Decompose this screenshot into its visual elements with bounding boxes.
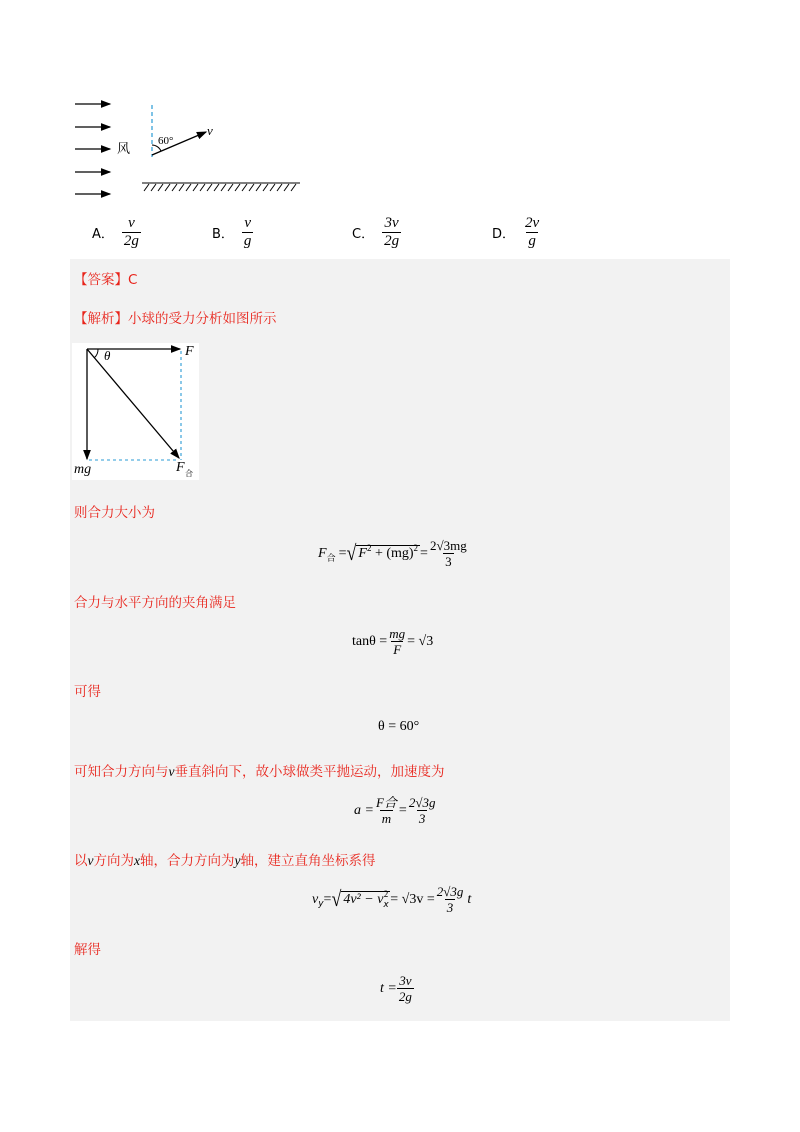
equation-tan: tanθ = $\frac{mg}{F}$ = √3 [352,626,434,657]
analysis-text: 小球的受力分析如图所示 [128,311,277,327]
wind-arrows [75,104,110,194]
option-a[interactable] [92,212,141,252]
text-acceleration: 可知合力方向与v垂直斜向下，故小球做类平抛运动，加速度为 [74,764,445,780]
text-solve: 解得 [74,942,101,958]
option-b[interactable] [212,212,253,252]
equation-t: t = $\frac{3v}{2g}$ [380,973,412,1004]
option-c[interactable] [352,212,401,252]
resultant-force-arrow [87,349,179,458]
f-label: F [185,344,194,359]
f-resultant-sub: 合 [185,469,193,478]
option-fraction: $\frac{v}{g}$ [243,214,252,249]
force-diagram [72,343,199,480]
mg-label: mg [74,462,92,477]
analysis-line [74,307,277,327]
f-resultant-label: F [176,460,185,475]
text-resultant-magnitude: 则合力大小为 [74,505,155,521]
wind-label: 风 [117,142,131,157]
option-d[interactable] [492,212,541,252]
answer-label: 【答案】C [74,272,138,288]
analysis-label: 【解析】 [74,311,128,327]
option-fraction: $\frac{v}{2g}$ [123,214,139,249]
equation-theta: θ = 60° [378,719,420,734]
option-fraction: $\frac{2v}{g}$ [525,214,540,249]
option-letter: C． [352,226,375,242]
theta-label: θ [104,348,111,363]
equation-acceleration: a = $\frac{\text{F合}}{m}$ = $\frac{2√3g}{3}$ [354,795,436,826]
equation-vy: v y = √ $4v^2 - v_x^2$ = √3v = $\frac{2√3g}{3}$ t [312,884,472,915]
equation-resultant: F 合 = √ $F^2 + (mg)^2$ = $\frac{2√3mg}{3}$ [318,538,467,569]
angle-label: 60° [158,135,174,147]
option-letter: A． [92,226,114,242]
wind-velocity-figure [70,95,310,200]
text-coordinate: 以v方向为x轴，合力方向为y轴，建立直角坐标系得 [74,853,376,869]
theta-arc [94,349,98,358]
option-fraction: $\frac{3v}{2g}$ [384,214,400,249]
text-angle-condition: 合力与水平方向的夹角满足 [74,595,236,611]
ground [142,183,300,191]
option-letter: D． [492,226,516,242]
option-letter: B． [212,226,234,242]
text-thus: 可得 [74,684,101,700]
velocity-label: v [207,123,213,138]
